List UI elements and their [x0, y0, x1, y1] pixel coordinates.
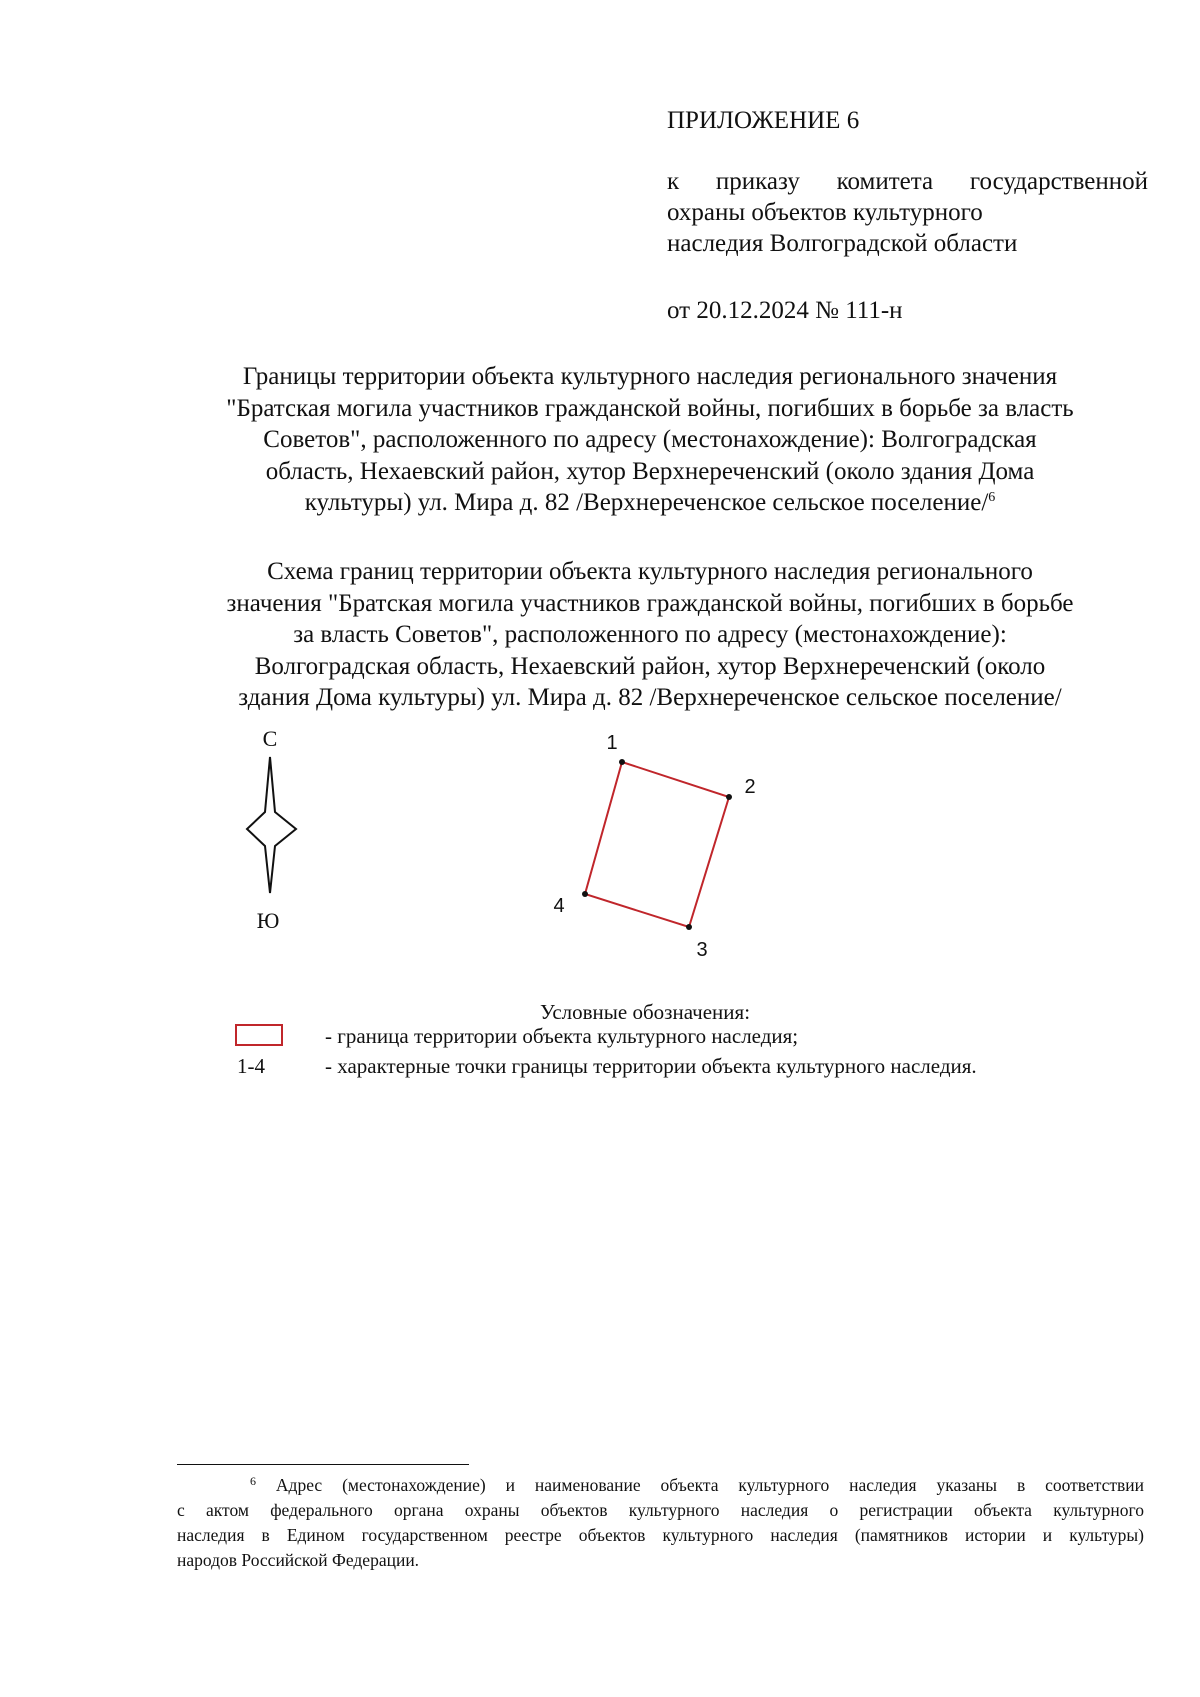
compass-south-label: Ю — [256, 908, 280, 933]
footnote-line: наследия в Едином государственном реестре объектов культурного наследия (памятников истории и культуры) — [177, 1525, 1144, 1545]
boundary-point — [582, 891, 588, 897]
heading-line: Схема границ территории объекта культурного наследия регионального — [267, 558, 1033, 585]
appendix-title: ПРИЛОЖЕНИЕ 6 — [667, 107, 860, 134]
legend-points-range: 1-4 — [237, 1054, 265, 1078]
scheme-heading — [150, 556, 1150, 714]
boundaries-heading — [150, 361, 1150, 519]
footnote-line-text: Адрес (местонахождение) и наименование объекта культурного наследия указаны в соответствии — [275, 1475, 1145, 1495]
order-date: от 20.12.2024 № 111-н — [667, 297, 903, 324]
heading-line — [150, 487, 1150, 519]
boundary-point — [619, 759, 625, 765]
footnote-line: народов Российской Федерации. — [177, 1550, 420, 1570]
legend-points-text: - характерные точки границы территории объекта культурного наследия. — [325, 1054, 977, 1078]
footnote-line: с актом федерального органа охраны объектов культурного наследия о регистрации объекта культурного — [177, 1500, 1144, 1520]
order-ref-line: охраны объектов культурного — [667, 199, 983, 226]
heading-line: здания Дома культуры) ул. Мира д. 82 /Верхнереченское сельское поселение/ — [238, 684, 1062, 711]
territory-boundary — [585, 762, 729, 927]
compass-icon — [247, 726, 296, 933]
heading-line: область, Нехаевский район, хутор Верхнереченский (около здания Дома — [265, 457, 1035, 485]
boundary-point — [686, 924, 692, 930]
footnote-line — [177, 1473, 1144, 1498]
order-reference — [667, 166, 1148, 259]
legend-title: Условные обозначения: — [540, 1000, 751, 1024]
footnote-reference: 6 — [988, 490, 996, 505]
compass-north-label: С — [262, 726, 278, 751]
point-label-4: 4 — [553, 895, 565, 917]
boundary-scheme — [0, 720, 1200, 980]
point-label-1: 1 — [606, 732, 618, 754]
heading-line: "Братская могила участников гражданской войны, погибших в борьбе за власть — [226, 394, 1074, 422]
heading-line: за власть Советов", расположенного по адресу (местонахождение): — [293, 621, 1007, 648]
footnote-mark: 6 — [250, 1474, 256, 1488]
point-label-2: 2 — [744, 776, 756, 798]
heading-line: значения "Братская могила участников гражданской войны, погибших в борьбе — [226, 589, 1074, 617]
heading-line-text: культуры) ул. Мира д. 82 /Верхнереченское сельское поселение/ — [304, 489, 989, 516]
order-ref-line: наследия Волгоградской области — [667, 230, 1018, 257]
point-label-3: 3 — [696, 939, 708, 961]
legend-boundary-swatch — [235, 1024, 283, 1046]
heading-line: Советов", расположенного по адресу (местонахождение): Волгоградская — [263, 426, 1037, 453]
footnote-divider — [177, 1464, 469, 1465]
legend-boundary-text: - граница территории объекта культурного наследия; — [325, 1024, 799, 1048]
heading-line: Волгоградская область, Нехаевский район, хутор Верхнереченский (около — [254, 652, 1046, 680]
footnote — [177, 1473, 1144, 1573]
boundary-point — [726, 794, 732, 800]
compass-needle — [247, 757, 296, 893]
order-ref-line: к приказу комитета государственной — [667, 168, 1148, 195]
heading-line: Границы территории объекта культурного наследия регионального значения — [242, 363, 1058, 390]
